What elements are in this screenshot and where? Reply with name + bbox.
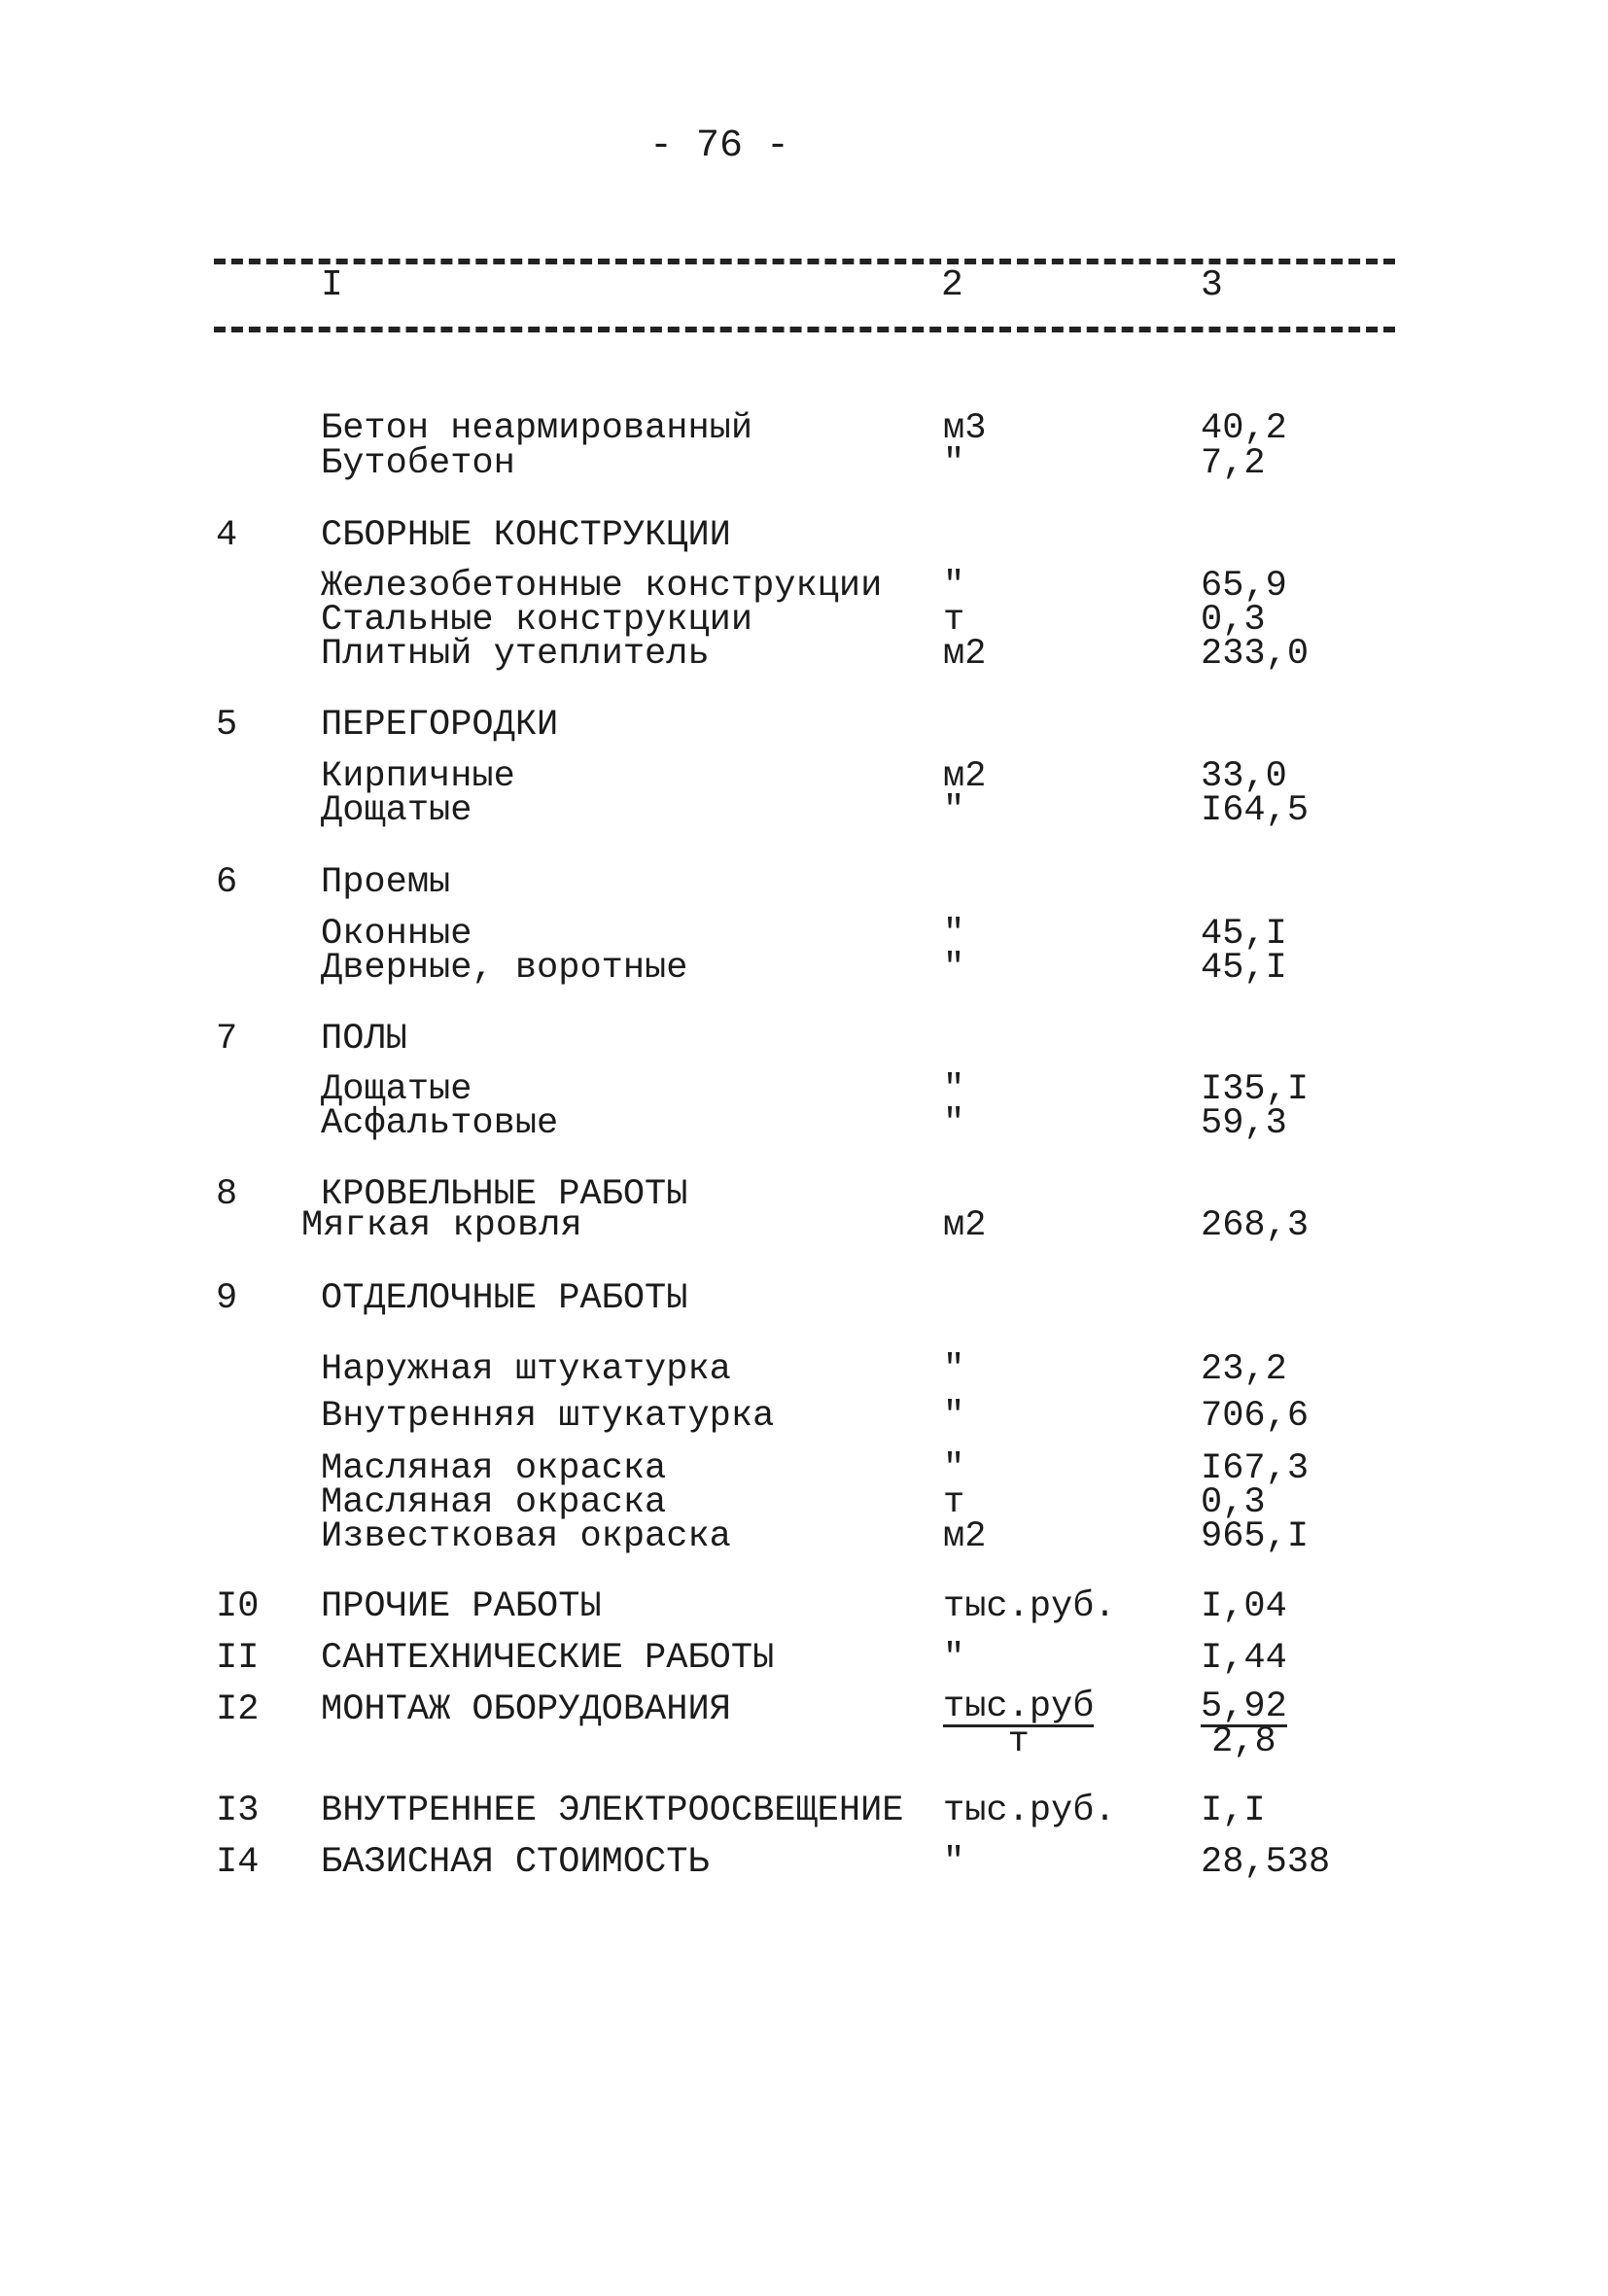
row-unit: " (943, 1638, 965, 1679)
unit-numerator: тыс.руб (943, 1687, 1095, 1727)
value-denominator: 2,8 (1211, 1722, 1276, 1762)
row-value: I,44 (1201, 1638, 1287, 1679)
row-value: I64,5 (1201, 790, 1310, 831)
row-value: 45,I (1201, 914, 1287, 955)
row-name: Наружная штукатурка (321, 1349, 731, 1390)
section-heading: Проемы (321, 862, 451, 903)
unit-denominator: т (1007, 1722, 1030, 1762)
section-number: I3 (216, 1791, 260, 1831)
section-number: I4 (216, 1842, 260, 1883)
row-value: 268,3 (1201, 1205, 1310, 1246)
row-value: 40,2 (1201, 408, 1287, 449)
row-value: 233,0 (1201, 634, 1310, 675)
row-unit: тыс.руб. (943, 1791, 1116, 1831)
row-value: I67,3 (1201, 1448, 1310, 1489)
header-rule-bottom (214, 327, 1395, 332)
row-name: Асфальтовые (321, 1103, 559, 1144)
section-number: I0 (216, 1586, 260, 1627)
row-value: 706,6 (1201, 1396, 1310, 1437)
row-name: Стальные конструкции (321, 600, 753, 641)
row-name: Бутобетон (321, 443, 515, 484)
section-number: II (216, 1638, 260, 1679)
row-unit: " (943, 914, 965, 955)
row-unit: " (943, 1842, 965, 1883)
row-unit: " (943, 1103, 965, 1144)
row-name: Дощатые (321, 790, 472, 831)
row-unit: м2 (943, 1205, 987, 1246)
row-name: Дверные, воротные (321, 948, 688, 989)
row-unit: м2 (943, 756, 987, 797)
section-number: 5 (216, 705, 238, 746)
column-header-1: I (321, 264, 343, 306)
row-name: Кирпичные (321, 756, 515, 797)
row-value: 33,0 (1201, 756, 1287, 797)
section-heading: ПРОЧИЕ РАБОТЫ (321, 1586, 602, 1627)
row-name: Внутренняя штукатурка (321, 1396, 775, 1437)
section-heading: ПЕРЕГОРОДКИ (321, 705, 559, 746)
row-value: 0,3 (1201, 600, 1266, 641)
row-value: I,I (1201, 1791, 1266, 1831)
row-name: Плитный утеплитель (321, 634, 710, 675)
section-number: 7 (216, 1019, 238, 1060)
row-value: 28,538 (1201, 1842, 1331, 1883)
page-number: - 76 - (648, 124, 790, 168)
row-value: I35,I (1201, 1069, 1310, 1110)
section-number: 4 (216, 515, 238, 556)
row-unit: т (943, 600, 965, 641)
row-unit: " (943, 948, 965, 989)
row-unit: м3 (943, 408, 987, 449)
row-value: 59,3 (1201, 1103, 1287, 1144)
section-number: 6 (216, 862, 238, 903)
section-heading: ПОЛЫ (321, 1019, 407, 1060)
row-unit: " (943, 1396, 965, 1437)
section-number: I2 (216, 1689, 260, 1730)
row-value: 7,2 (1201, 443, 1266, 484)
row-unit: " (943, 1448, 965, 1489)
row-name: Бетон неармированный (321, 408, 753, 449)
row-unit: " (943, 1069, 965, 1110)
unit-fraction (943, 1687, 1095, 1762)
section-heading: СБОРНЫЕ КОНСТРУКЦИИ (321, 515, 731, 556)
row-value: 45,I (1201, 948, 1287, 989)
row-name: Дощатые (321, 1069, 472, 1110)
row-value: 23,2 (1201, 1349, 1287, 1390)
row-name: Масляная окраска (321, 1448, 667, 1489)
row-name: Мягкая кровля (301, 1205, 582, 1246)
row-unit: м2 (943, 634, 987, 675)
section-heading: КРОВЕЛЬНЫЕ РАБОТЫ (321, 1174, 688, 1215)
row-unit: " (943, 443, 965, 484)
row-value: 0,3 (1201, 1482, 1266, 1523)
row-unit: " (943, 566, 965, 607)
row-name: Известковая окраска (321, 1516, 731, 1557)
row-value: 65,9 (1201, 566, 1287, 607)
section-heading: ВНУТРЕННЕЕ ЭЛЕКТРООСВЕЩЕНИЕ (321, 1791, 904, 1831)
column-header-2: 2 (941, 264, 963, 306)
value-numerator: 5,92 (1201, 1687, 1287, 1727)
column-header-3: 3 (1201, 264, 1223, 306)
section-heading: МОНТАЖ ОБОРУДОВАНИЯ (321, 1689, 731, 1730)
row-value: I,04 (1201, 1586, 1287, 1627)
section-heading: БАЗИСНАЯ СТОИМОСТЬ (321, 1842, 710, 1883)
row-name: Оконные (321, 914, 472, 955)
section-number: 9 (216, 1278, 238, 1319)
row-unit: " (943, 1349, 965, 1390)
value-fraction (1201, 1687, 1287, 1762)
row-unit: т (943, 1482, 965, 1523)
section-heading: САНТЕХНИЧЕСКИЕ РАБОТЫ (321, 1638, 775, 1679)
row-name: Масляная окраска (321, 1482, 667, 1523)
row-unit: м2 (943, 1516, 987, 1557)
row-unit: " (943, 790, 965, 831)
section-heading: ОТДЕЛОЧНЫЕ РАБОТЫ (321, 1278, 688, 1319)
row-unit: тыс.руб. (943, 1586, 1116, 1627)
row-name: Железобетонные конструкции (321, 566, 883, 607)
row-value: 965,I (1201, 1516, 1310, 1557)
section-number: 8 (216, 1174, 238, 1215)
